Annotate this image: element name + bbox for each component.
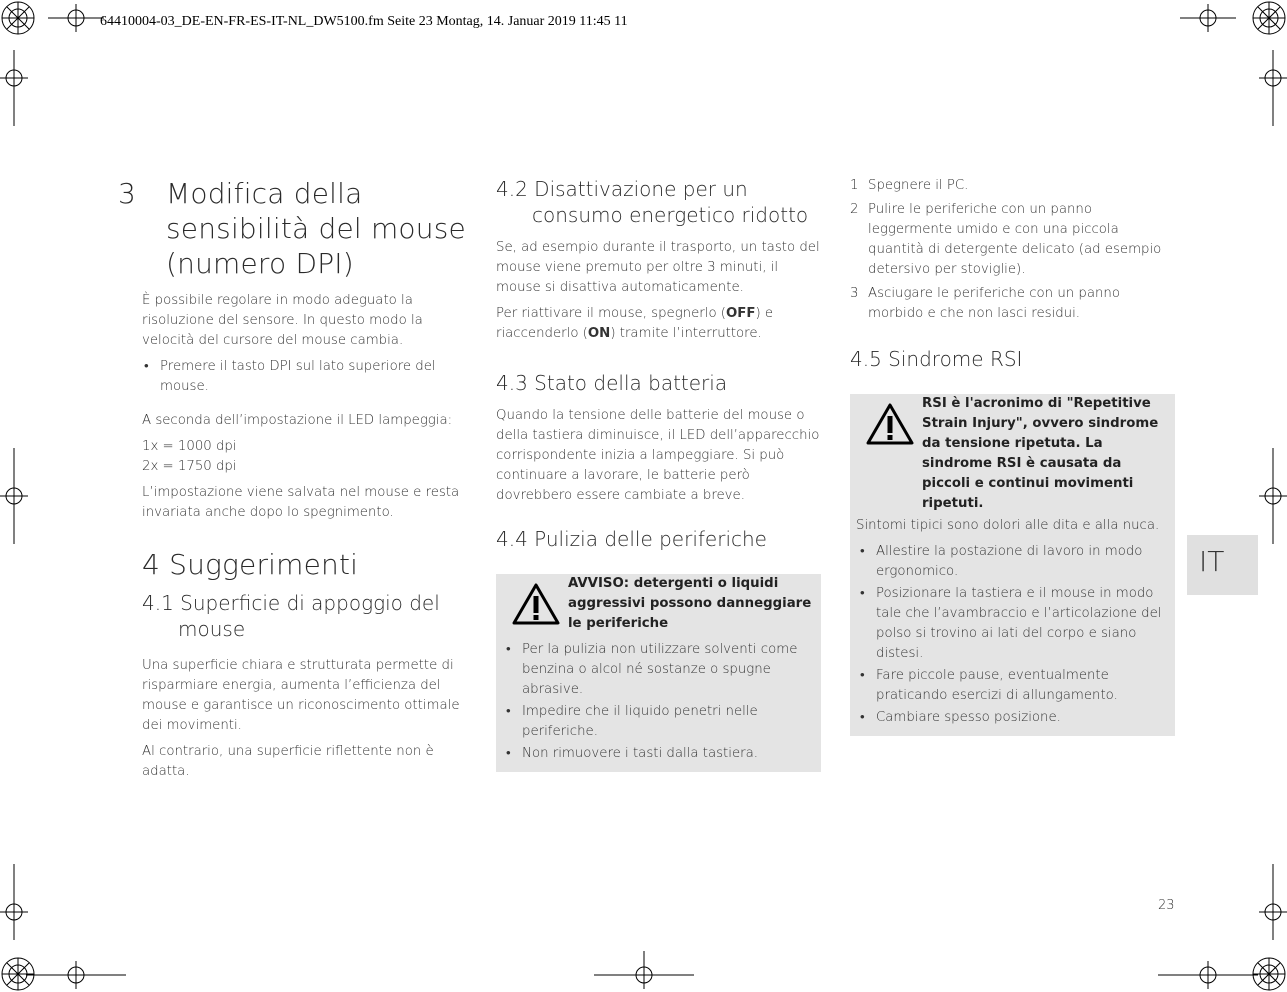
list-item: • Allestire la postazione di lavoro in modo ergonomico. [858, 542, 1167, 582]
crosshair-icon [1158, 961, 1258, 989]
section-4-1-p2: Al contrario, una superficie riflettente non è adatta. [142, 744, 434, 779]
list-item: • Cambiare spesso posizione. [858, 708, 1167, 728]
crosshair-icon [1259, 448, 1287, 544]
crosshair-icon [1259, 50, 1287, 126]
crosshair-icon [0, 864, 28, 940]
list-item: 1 Spegnere il PC. [850, 178, 969, 193]
cleaning-list [504, 640, 813, 764]
corner-target-icon [2, 2, 34, 34]
crosshair-icon [0, 448, 28, 544]
section-4-2-title: 4.2 Disattivazione per un consumo energetico ridotto [496, 177, 809, 227]
section-4-5-title: 4.5 Sindrome RSI [850, 347, 1023, 371]
column-3 [850, 176, 1175, 736]
warning-triangle-icon [858, 394, 922, 446]
list-item: 3 Asciugare le periferiche con un panno morbido e che non lasci residui. [850, 286, 1120, 321]
crosshair-icon [48, 4, 104, 32]
cleaning-warning-box [496, 574, 821, 772]
list-item: • Fare piccole pause, eventualmente praticando esercizi di allungamento. [858, 666, 1167, 706]
section-3-title: 3 Modifica della sensibilità del mouse (numero DPI) [118, 177, 466, 280]
dpi-values: 1x = 1000 dpi 2x = 1750 dpi [142, 439, 237, 474]
corner-target-icon [1253, 958, 1285, 990]
list-item: • Posizionare la tastiera e il mouse in modo tale che l’avambraccio e l’articolazione del polso si trovino ai lati del corpo e siano distesi. [858, 584, 1167, 664]
corner-target-icon [2, 958, 34, 990]
on-label: ON [587, 326, 611, 341]
rsi-warning-box [850, 394, 1175, 736]
section-4-title: 4 Suggerimenti [142, 548, 359, 581]
list-item: • Per la pulizia non utilizzare solventi come benzina o alcol né sostanze o spugne abrasive. [504, 640, 813, 700]
section-4-2-p1: Se, ad esempio durante il trasporto, un tasto del mouse viene premuto per oltre 3 minuti, il mouse si disattiva automaticamente. [496, 240, 820, 295]
crosshair-icon [26, 961, 126, 989]
list-item: • Impedire che il liquido penetri nelle periferiche. [504, 702, 813, 742]
warning-triangle-icon [504, 574, 568, 626]
rsi-tips-list [858, 542, 1167, 728]
section-3-intro: È possibile regolare in modo adeguato la risoluzione del sensore. In questo modo la velocità del cursore del mouse cambia. [142, 293, 423, 348]
column-2 [496, 176, 821, 772]
section-4-4-title: 4.4 Pulizia delle periferiche [496, 527, 767, 551]
crosshair-icon [594, 951, 694, 989]
crosshair-icon [1180, 4, 1236, 32]
list-item: • Non rimuovere i tasti dalla tastiera. [504, 744, 813, 764]
setting-saved-note: L’impostazione viene salvata nel mouse e resta invariata anche dopo lo spegnimento. [142, 485, 460, 520]
list-item: 2 Pulire le periferiche con un panno leggermente umido e con una piccola quantità di detergente delicato (ad esempio detersivo per stoviglie). [850, 202, 1162, 277]
corner-target-icon [1253, 2, 1285, 34]
section-4-3-title: 4.3 Stato della batteria [496, 371, 728, 395]
rsi-warning-text: RSI è l'acronimo di "Repetitive Strain Injury", ovvero sindrome da tensione ripetuta. La sindrome RSI è causata da piccoli e continui movimenti ripetuti. [922, 396, 1159, 511]
crosshair-icon [0, 50, 28, 126]
column-1 [118, 176, 467, 788]
led-info: A seconda dell’impostazione il LED lampeggia: [142, 413, 453, 428]
cleaning-steps [850, 176, 1175, 324]
section-4-1-p1: Una superficie chiara e strutturata permette di risparmiare energia, aumenta l’efficienza del mouse e garantisce un riconoscimento ottimale dei movimenti. [142, 658, 460, 733]
page-number: 23 [1158, 898, 1175, 913]
section-4-2-p2: Per riattivare il mouse, spegnerlo (OFF) e riaccenderlo (ON) tramite l’interruttore. [496, 306, 774, 341]
section-4-3-p1: Quando la tensione delle batterie del mouse o della tastiera diminuisce, il LED dell’apparecchio corrispondente inizia a lampeggiare. Si può continuare a lavorare, le batterie però dovrebbero essere cambiate a breve. [496, 408, 820, 503]
print-header: 64410004-03_DE-EN-FR-ES-IT-NL_DW5100.fm Seite 23 Montag, 14. Januar 2019 11:45 11 [100, 14, 628, 29]
crosshair-icon [1259, 864, 1287, 940]
cleaning-warning-text: AVVISO: detergenti o liquidi aggressivi possono danneggiare le periferiche [568, 576, 812, 631]
section-4-1-title: 4.1 Superficie di appoggio del mouse [142, 591, 440, 641]
off-label: OFF [726, 306, 756, 321]
list-item: • Premere il tasto DPI sul lato superiore del mouse. [142, 357, 467, 397]
rsi-symptoms: Sintomi tipici sono dolori alle dita e alla nuca. [856, 518, 1160, 533]
language-tab: IT [1187, 535, 1258, 595]
